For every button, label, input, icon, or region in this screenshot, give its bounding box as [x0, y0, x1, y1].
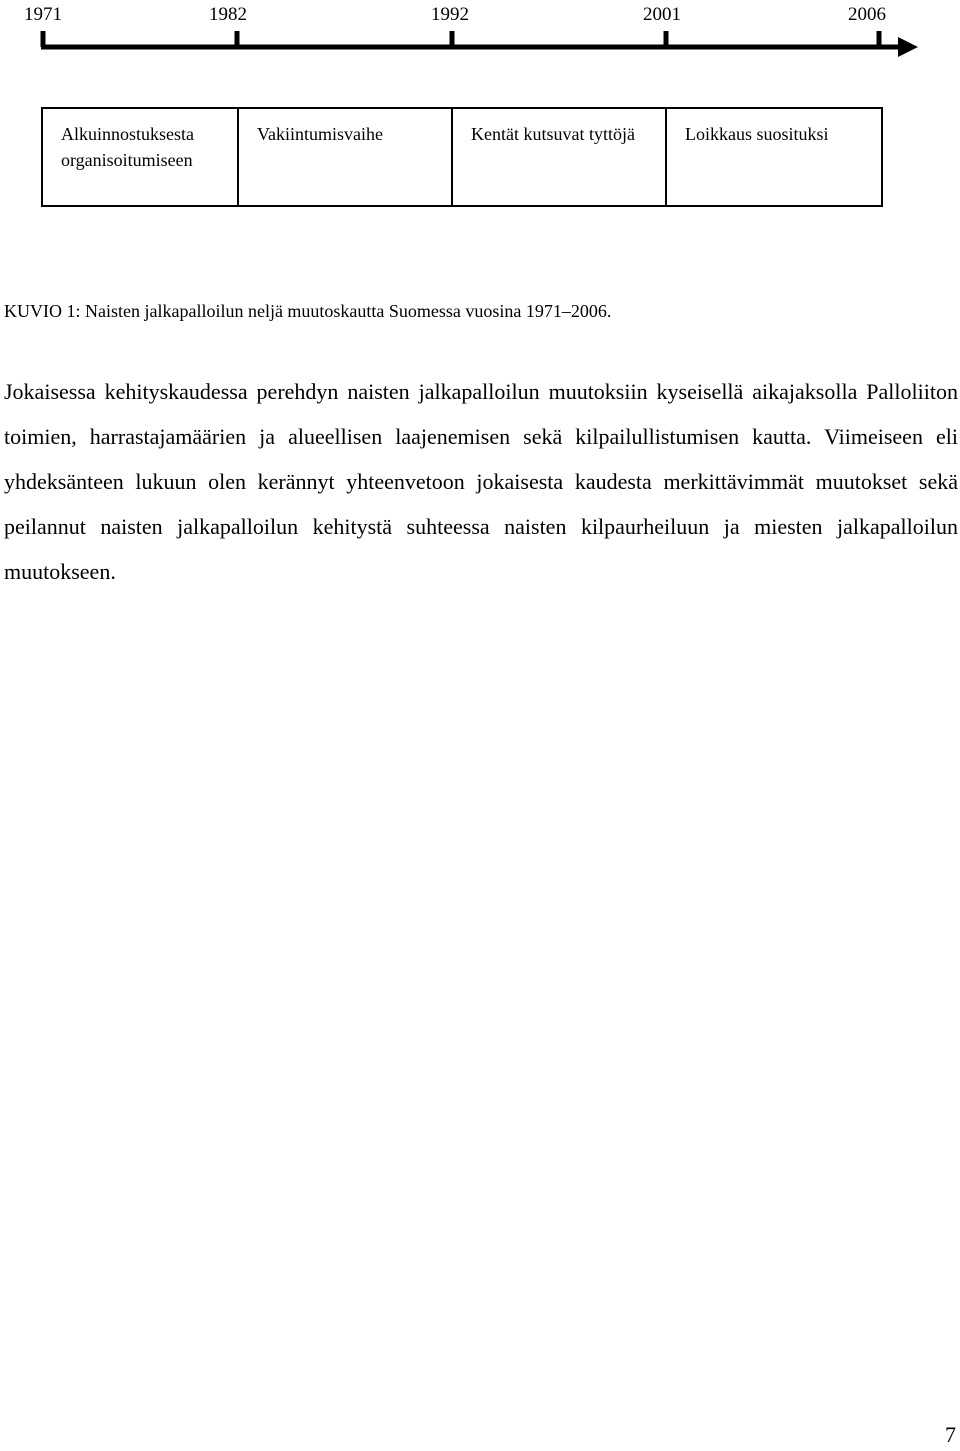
period-row [42, 108, 882, 206]
year-label-1992: 1992 [431, 4, 469, 25]
timeline [0, 0, 960, 70]
year-label-1982: 1982 [209, 4, 247, 25]
year-label-2006: 2006 [848, 4, 886, 25]
period-cell-1: Alkuinnostuksesta organisoitumiseen [42, 108, 238, 206]
timeline-arrowhead [898, 37, 918, 57]
period-cell-3: Kentät kutsuvat tyttöjä [452, 108, 666, 206]
body-paragraph: Jokaisessa kehityskaudessa perehdyn naisten jalkapalloilun muutoksiin kyseisellä aikajaksolla Palloliiton toimien, harrastajamäärien ja alueellisen laajenemisen sekä kilpailullistumisen kautta. Viimeiseen eli yhdeksänteen lukuun olen kerännyt yhteenvetoon jokaisesta kaudesta merkittävimmät muutokset sekä peilannut naisten jalkapalloilun kehitystä suhteessa naisten kilpaurheiluun ja miesten jalkapalloilun muutokseen. [4, 379, 958, 584]
period-table [41, 107, 883, 207]
figure-caption: KUVIO 1: Naisten jalkapalloilun neljä muutoskautta Suomessa vuosina 1971–2006. [4, 301, 612, 321]
page-number: 7 [945, 1422, 956, 1447]
period-cell-4: Loikkaus suosituksi [666, 108, 882, 206]
year-label-1971: 1971 [24, 4, 62, 25]
year-label-2001: 2001 [643, 4, 681, 25]
period-cell-2: Vakiintumisvaihe [238, 108, 452, 206]
